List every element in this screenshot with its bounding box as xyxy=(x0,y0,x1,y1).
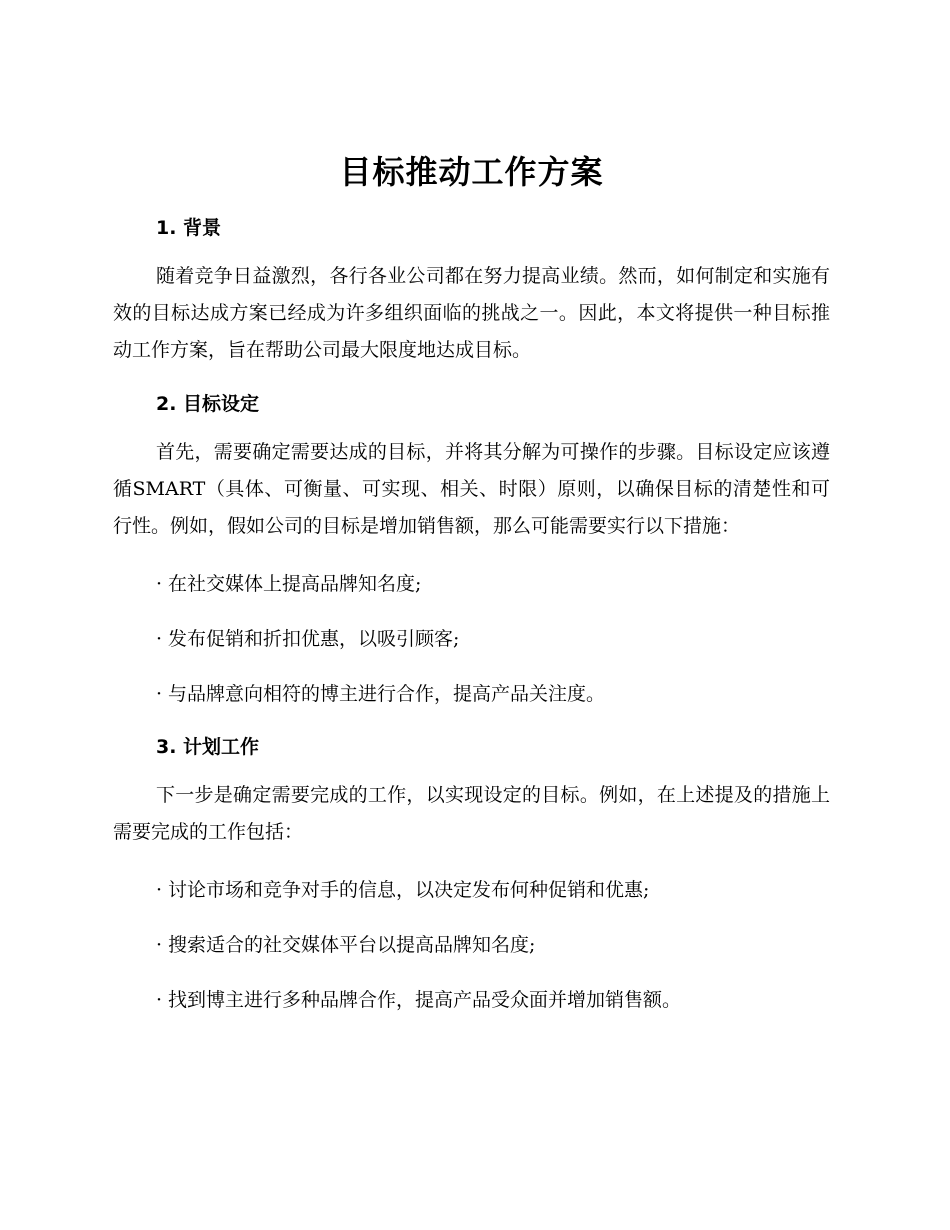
bullet-marker: · xyxy=(156,573,163,595)
list-item xyxy=(156,872,830,909)
bullet-marker: · xyxy=(156,683,163,705)
bullet-list xyxy=(113,566,830,713)
list-item xyxy=(156,982,830,1019)
bullet-marker: · xyxy=(156,879,163,901)
document-title: 目标推动工作方案 xyxy=(339,153,604,191)
section-heading: 1. 背景 xyxy=(156,217,222,239)
section-heading: 2. 目标设定 xyxy=(156,393,260,415)
list-item xyxy=(156,621,830,658)
list-item-text: 在社交媒体上提高品牌知名度; xyxy=(168,573,422,595)
section-plan-work xyxy=(113,733,830,1019)
list-item-text: 找到博主进行多种品牌合作，提高产品受众面并增加销售额。 xyxy=(168,989,682,1011)
section-heading: 3. 计划工作 xyxy=(156,736,260,758)
list-item xyxy=(156,566,830,603)
list-item-text: 搜索适合的社交媒体平台以提高品牌知名度; xyxy=(168,934,536,956)
list-item xyxy=(156,927,830,964)
bullet-marker: · xyxy=(156,989,163,1011)
section-goal-setting xyxy=(113,390,830,713)
list-item xyxy=(156,676,830,713)
paragraph: 下一步是确定需要完成的工作，以实现设定的目标。例如，在上述提及的措施上需要完成的工作包括： xyxy=(113,784,830,843)
bullet-marker: · xyxy=(156,628,163,650)
bullet-marker: · xyxy=(156,934,163,956)
paragraph: 随着竞争日益激烈，各行各业公司都在努力提高业绩。然而，如何制定和实施有效的目标达成方案已经成为许多组织面临的挑战之一。因此，本文将提供一种目标推动工作方案，旨在帮助公司最大限度地达成目标。 xyxy=(113,265,830,361)
section-background xyxy=(113,214,830,369)
paragraph: 首先，需要确定需要达成的目标，并将其分解为可操作的步骤。目标设定应该遵循SMART（具体、可衡量、可实现、相关、时限）原则，以确保目标的清楚性和可行性。例如，假如公司的目标是增加销售额，那么可能需要实行以下措施： xyxy=(113,441,830,537)
bullet-list xyxy=(113,872,830,1019)
list-item-text: 与品牌意向相符的博主进行合作，提高产品关注度。 xyxy=(168,683,606,705)
list-item-text: 发布促销和折扣优惠，以吸引顾客; xyxy=(168,628,460,650)
list-item-text: 讨论市场和竞争对手的信息，以决定发布何种促销和优惠; xyxy=(168,879,650,901)
